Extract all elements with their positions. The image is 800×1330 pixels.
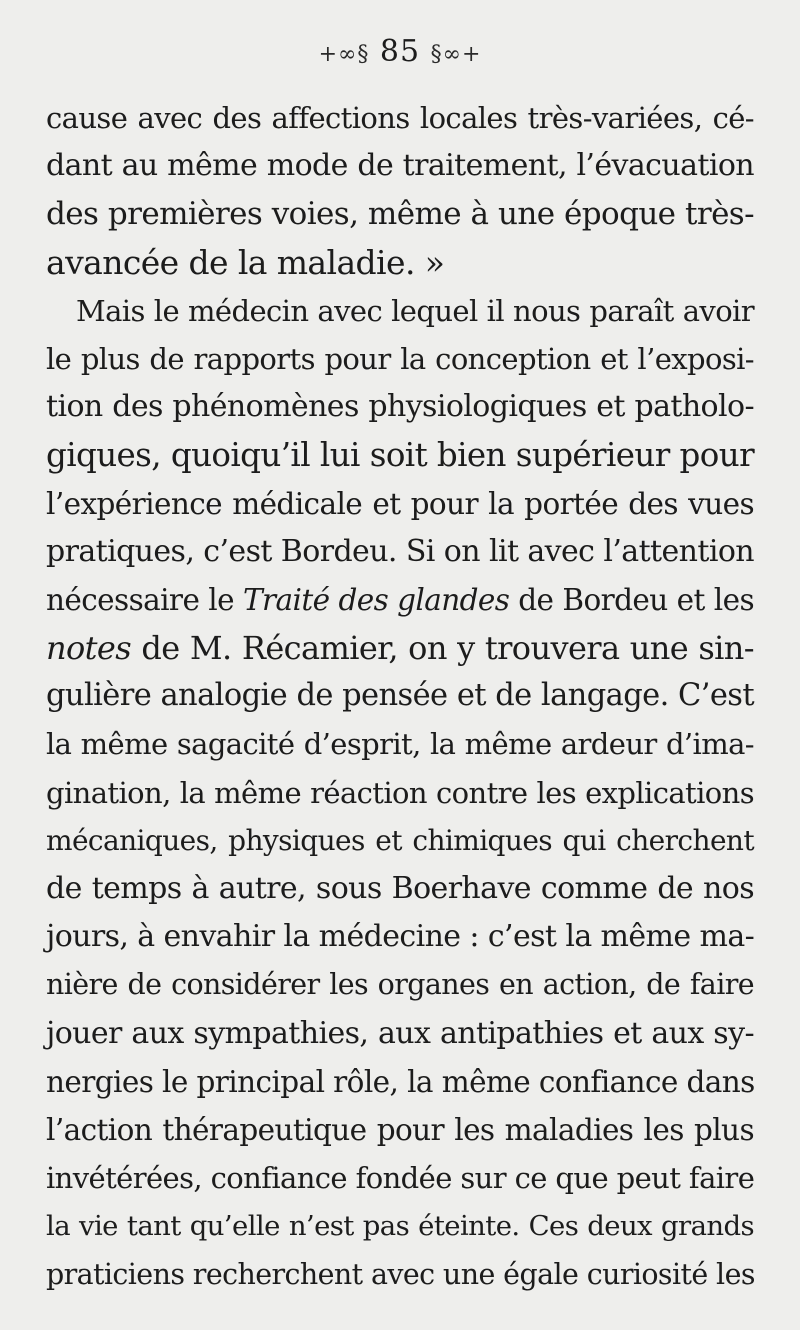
text-line: la vie tant qu’elle n’est pas éteinte. Ces deux grands <box>46 1210 754 1243</box>
text-line: nière de considérer les organes en action, de faire <box>46 968 754 1002</box>
text-line: gulière analogie de pensée et de langage. C’est <box>46 678 754 714</box>
text-line: cause avec des affections locales très-variées, cé- <box>46 101 754 135</box>
text-line: tion des phénomènes physiologiques et patholo- <box>46 389 754 425</box>
page-number: 85 <box>379 34 421 69</box>
text-line: le plus de rapports pour la conception et l’exposi- <box>46 341 754 376</box>
book-title-italic: Traité des glandes <box>242 582 510 617</box>
notes-italic: notes <box>46 629 132 668</box>
text-run: de M. Récamier, on y trouvera une sin- <box>131 629 754 668</box>
text-line: jouer aux sympathies, aux antipathies et aux sy- <box>46 1015 754 1051</box>
text-line: des premières voies, même à une époque très- <box>46 196 754 233</box>
text-line: pratiques, c’est Bordeu. Si on lit avec l’attention <box>46 533 754 569</box>
text-line: invétérées, confiance fondée sur ce que peut faire <box>46 1161 755 1196</box>
text-line: praticiens recherchent avec une égale curiosité les <box>46 1257 755 1291</box>
text-line: de temps à autre, sous Boerhave comme de nos <box>46 871 754 906</box>
text-line: giques, quoiqu’il lui soit bien supérieur pour <box>46 436 754 475</box>
page-header <box>0 32 800 75</box>
text-line: nergies le principal rôle, la même confiance dans <box>46 1064 755 1099</box>
body-text <box>46 94 754 1299</box>
text-line: gination, la même réaction contre les explications <box>46 775 754 810</box>
text-line <box>46 624 754 672</box>
text-run: de Bordeu et les <box>509 582 754 617</box>
text-line: jours, à envahir la médecine : c’est la même ma- <box>46 919 755 955</box>
text-line: dant au même mode de traitement, l’évacuation <box>46 148 754 184</box>
right-ornament-icon: §∞+ <box>430 42 482 67</box>
text-line: l’expérience médicale et pour la portée des vues <box>46 486 754 521</box>
text-line: avancée de la maladie. » <box>46 242 445 282</box>
text-run: nécessaire le <box>46 582 243 617</box>
left-ornament-icon: +∞§ <box>318 42 370 67</box>
text-line <box>46 576 754 624</box>
text-line: l’action thérapeutique pour les maladies les plus <box>46 1112 754 1147</box>
text-line: la même sagacité d’esprit, la même ardeur d’ima- <box>46 727 754 762</box>
text-line: Mais le médecin avec lequel il nous paraît avoir <box>76 293 754 328</box>
text-line: mécaniques, physiques et chimiques qui cherchent <box>46 823 754 857</box>
